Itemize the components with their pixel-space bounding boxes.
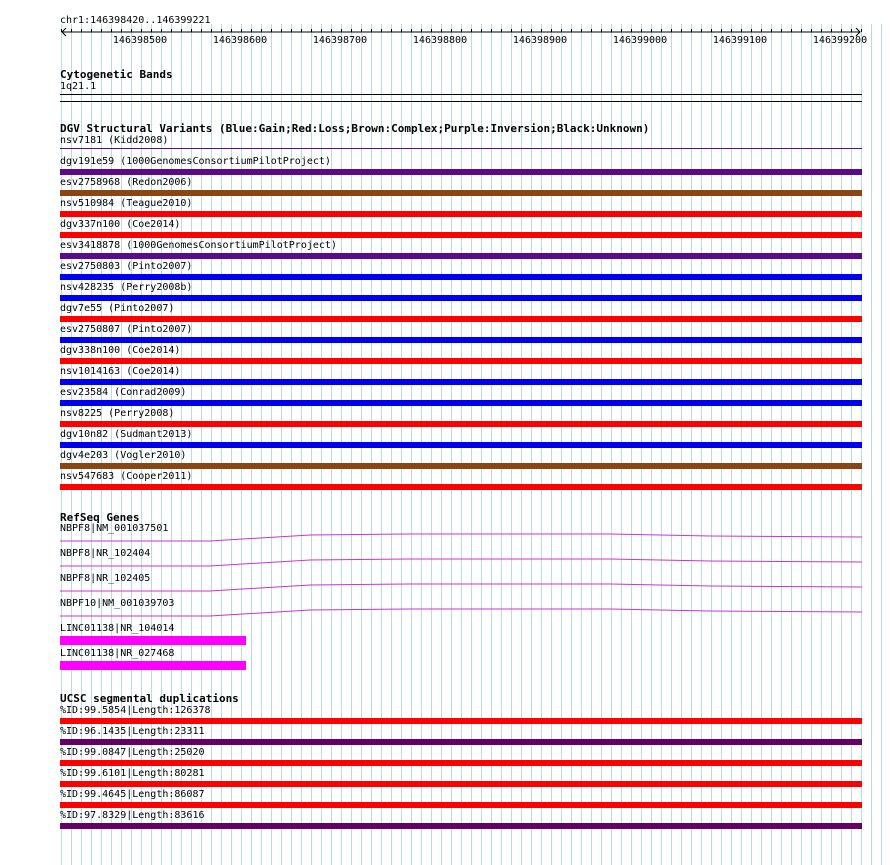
- dgv-feature-bar[interactable]: [60, 484, 862, 490]
- dgv-feature-label: esv23584 (Conrad2009): [60, 387, 187, 398]
- dgv-feature-bar[interactable]: [60, 190, 862, 196]
- dgv-feature-label: dgv4e203 (Vogler2010): [60, 450, 187, 461]
- cytoband-label: 1q21.1: [60, 81, 97, 92]
- cytoband-track-title: Cytogenetic Bands: [60, 68, 173, 81]
- dgv-feature-label: nsv428235 (Perry2008b): [60, 282, 193, 293]
- dgv-feature-label: dgv337n100 (Coe2014): [60, 219, 181, 230]
- dgv-feature-label: dgv338n100 (Coe2014): [60, 345, 181, 356]
- segdup-bar[interactable]: [60, 718, 862, 724]
- ruler-tick-label: 146399100: [712, 35, 768, 46]
- dgv-feature-bar[interactable]: [60, 169, 862, 175]
- refseq-gene-label: NBPF10|NM_001039703: [60, 598, 175, 609]
- dgv-feature-label: nsv8225 (Perry2008): [60, 408, 175, 419]
- refseq-exon-block[interactable]: [60, 636, 246, 645]
- refseq-gene-label: NBPF8|NR_102405: [60, 573, 151, 584]
- refseq-gene-model[interactable]: [0, 533, 890, 545]
- refseq-gene-label: NBPF8|NR_102404: [60, 548, 151, 559]
- ruler-tick-label: 146398800: [412, 35, 468, 46]
- dgv-feature-bar[interactable]: [60, 358, 862, 364]
- segdup-bar[interactable]: [60, 823, 862, 829]
- segdup-bar[interactable]: [60, 781, 862, 787]
- segdup-bar[interactable]: [60, 739, 862, 745]
- location-label: chr1:146398420..146399221: [60, 15, 211, 26]
- dgv-feature-bar[interactable]: [60, 274, 862, 280]
- cytoband-bar-top[interactable]: [60, 94, 862, 95]
- refseq-gene-label: LINC01138|NR_104014: [60, 623, 175, 634]
- ruler-tick-label: 146399200: [812, 35, 868, 46]
- dgv-feature-bar[interactable]: [60, 253, 862, 259]
- dgv-feature-bar[interactable]: [60, 400, 862, 406]
- dgv-feature-label: nsv1014163 (Coe2014): [60, 366, 181, 377]
- segdup-bar[interactable]: [60, 802, 862, 808]
- ruler-tick-label: 146399000: [612, 35, 668, 46]
- segdup-label: %ID:96.1435|Length:23311: [60, 726, 205, 737]
- refseq-gene-model[interactable]: [0, 583, 890, 595]
- dgv-feature-label: dgv191e59 (1000GenomesConsortiumPilotProject): [60, 156, 331, 167]
- ruler-tick-label: 146398900: [512, 35, 568, 46]
- dgv-feature-bar[interactable]: [60, 295, 862, 301]
- dgv-feature-bar[interactable]: [60, 211, 862, 217]
- dgv-feature-label: dgv10n82 (Sudmant2013): [60, 429, 193, 440]
- segdup-label: %ID:97.8329|Length:83616: [60, 810, 205, 821]
- dgv-feature-label: esv3418878 (1000GenomesConsortiumPilotProject): [60, 240, 337, 251]
- dgv-feature-bar[interactable]: [60, 148, 862, 149]
- refseq-gene-label: LINC01138|NR_027468: [60, 648, 175, 659]
- dgv-feature-label: esv2758968 (Redon2006): [60, 177, 193, 188]
- refseq-gene-model[interactable]: [0, 608, 890, 620]
- refseq-track-title: RefSeq Genes: [60, 511, 140, 524]
- dgv-feature-bar[interactable]: [60, 337, 862, 343]
- dgv-feature-label: nsv510984 (Teague2010): [60, 198, 193, 209]
- dgv-feature-label: nsv7181 (Kidd2008): [60, 135, 169, 146]
- refseq-gene-model[interactable]: [0, 558, 890, 570]
- ruler-tick-label: 146398500: [112, 35, 168, 46]
- ruler-tick-label: 146398700: [312, 35, 368, 46]
- dgv-feature-label: dgv7e55 (Pinto2007): [60, 303, 175, 314]
- segdup-label: %ID:99.5854|Length:126378: [60, 705, 211, 716]
- cytoband-bar-bottom: [60, 101, 862, 102]
- segdup-bar[interactable]: [60, 760, 862, 766]
- refseq-gene-label: NBPF8|NM_001037501: [60, 523, 169, 534]
- segdup-label: %ID:99.0847|Length:25020: [60, 747, 205, 758]
- dgv-feature-bar[interactable]: [60, 421, 862, 427]
- dgv-feature-label: esv2750803 (Pinto2007): [60, 261, 193, 272]
- segdup-label: %ID:99.6101|Length:80281: [60, 768, 205, 779]
- dgv-feature-bar[interactable]: [60, 442, 862, 448]
- refseq-exon-block[interactable]: [60, 661, 246, 670]
- dgv-track-title: DGV Structural Variants (Blue:Gain;Red:Loss;Brown:Complex;Purple:Inversion;Black:Unknown): [60, 122, 650, 135]
- ruler-tick-label: 146398600: [212, 35, 268, 46]
- dgv-feature-bar[interactable]: [60, 379, 862, 385]
- dgv-feature-label: esv2750807 (Pinto2007): [60, 324, 193, 335]
- segdup-track-title: UCSC segmental duplications: [60, 692, 239, 705]
- dgv-feature-bar[interactable]: [60, 232, 862, 238]
- dgv-feature-bar[interactable]: [60, 316, 862, 322]
- segdup-label: %ID:99.4645|Length:86087: [60, 789, 205, 800]
- dgv-feature-label: nsv547683 (Cooper2011): [60, 471, 193, 482]
- dgv-feature-bar[interactable]: [60, 463, 862, 469]
